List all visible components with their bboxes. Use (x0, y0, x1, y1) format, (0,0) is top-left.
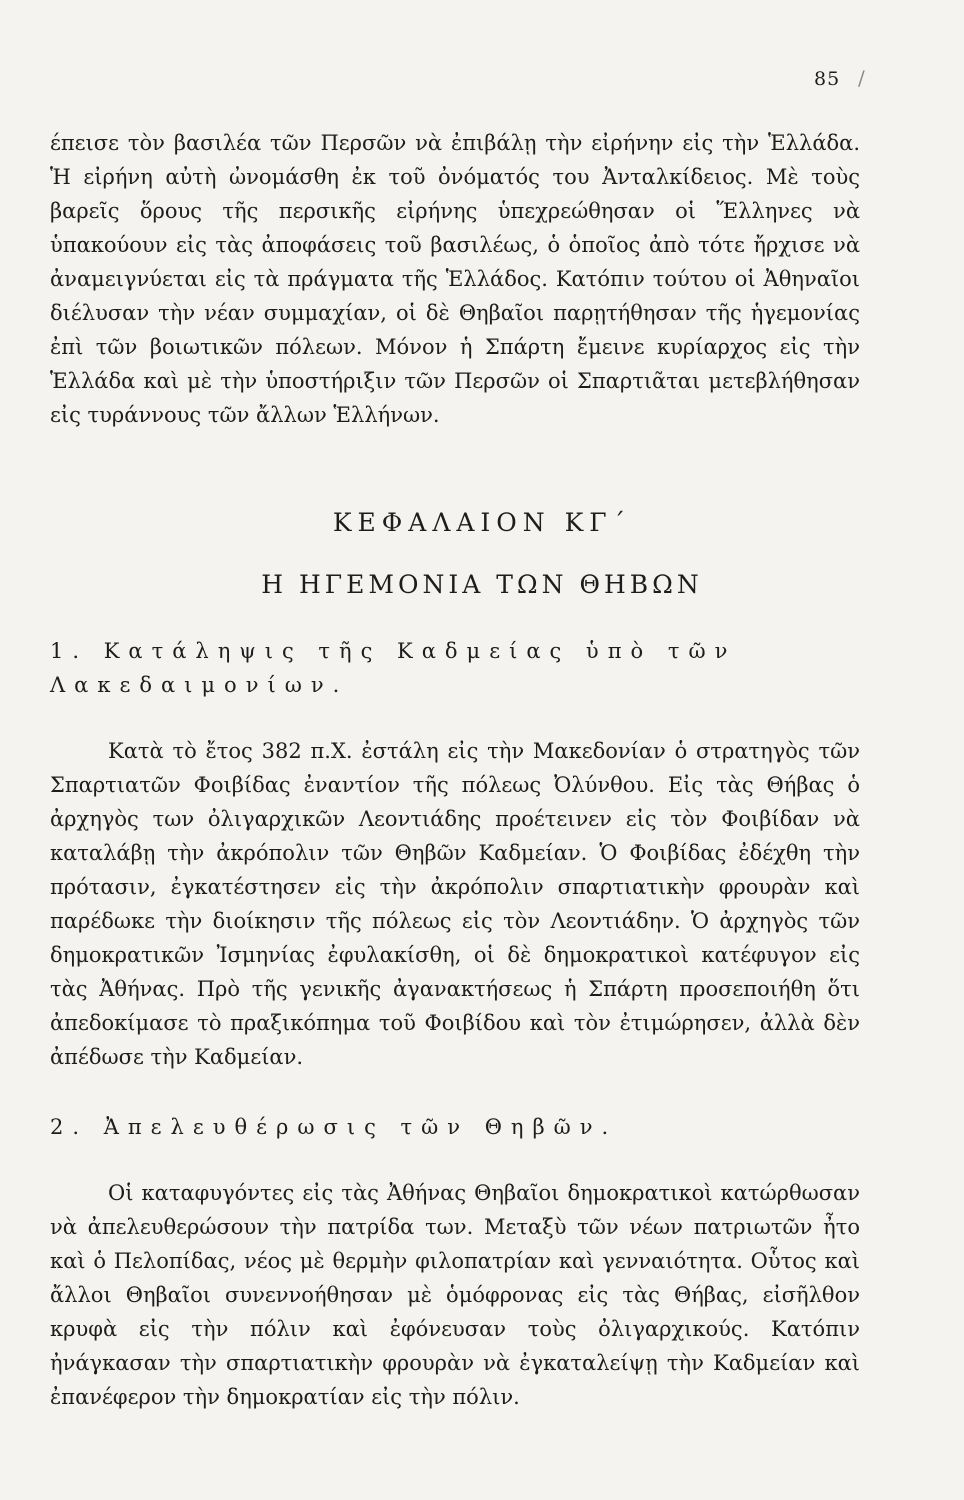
section-2-paragraph: Οἱ καταφυγόντες εἰς τὰς Ἀθήνας Θηβαῖοι δημοκρατικοὶ κατώρθωσαν νὰ ἀπελευθερώσουν τὴν πατρίδα των. Μεταξὺ τῶν νέων πατριωτῶν ἦτο καὶ ὁ Πελοπίδας, νέος μὲ θερμὴν φιλοπατρίαν καὶ γενναιότητα. Οὗτος καὶ ἄλλοι Θηβαῖοι συνεννοήθησαν μὲ ὁμόφρονας εἰς τὰς Θήβας, εἰσῆλθον κρυφὰ εἰς τὴν πόλιν καὶ ἐφόνευσαν τοὺς ὀλιγαρχικούς. Κατόπιν ἠνάγκασαν τὴν σπαρτιατικὴν φρουρὰν νὰ ἐγκαταλείψῃ τὴν Καδμείαν καὶ ἐπανέφερον τὴν δημοκρατίαν εἰς τὴν πόλιν. (50, 1181, 860, 1409)
page-number: 85 (814, 68, 841, 90)
section-1-body (50, 734, 860, 1074)
section-2-body (50, 1176, 860, 1414)
chapter-number: ΚΕΦΑΛΑΙΟΝ ΚΓ΄ (332, 508, 632, 537)
chapter-title: Η ΗΓΕΜΟΝΙΑ ΤΩΝ ΘΗΒΩΝ (261, 570, 703, 599)
section-2-heading: 2. Ἀπελευθέρωσις τῶν Θηβῶν. (50, 1115, 618, 1139)
intro-paragraph-block (50, 126, 860, 432)
margin-mark: / (858, 66, 865, 90)
section-1-heading: 1. Κατάληψις τῆς Καδμείας ὑπὸ τῶν Λακεδαιμονίων. (50, 639, 737, 697)
intro-paragraph: έπεισε τὸν βασιλέα τῶν Περσῶν νὰ ἐπιβάλῃ τὴν εἰρήνην εἰς τὴν Ἑλλάδα. Ἡ εἰρήνη αὐτὴ ὠνομάσθη ἐκ τοῦ ὀνόματός του Ἀνταλκίδειος. Μὲ τοὺς βαρεῖς ὅρους τῆς περσικῆς εἰρήνης ὑπεχρεώθησαν οἱ Ἕλληνες νὰ ὑπακούουν εἰς τὰς ἀποφάσεις τοῦ βασιλέως, ὁ ὁποῖος ἀπὸ τότε ἤρχισε νὰ ἀναμειγνύεται εἰς τὰ πράγματα τῆς Ἑλλάδος. Κατόπιν τούτου οἱ Ἀθηναῖοι διέλυσαν τὴν νέαν συμμαχίαν, οἱ δὲ Θηβαῖοι παρῃτήθησαν τῆς ἡγεμονίας ἐπὶ τῶν βοιωτικῶν πόλεων. Μόνον ἡ Σπάρτη ἔμεινε κυρίαρχος εἰς τὴν Ἑλλάδα καὶ μὲ τὴν ὑποστήριξιν τῶν Περσῶν οἱ Σπαρτιᾶται μετεβλήθησαν εἰς τυράννους τῶν ἄλλων Ἑλλήνων. (50, 131, 860, 427)
section-1-paragraph: Κατὰ τὸ ἔτος 382 π.Χ. ἐστάλη εἰς τὴν Μακεδονίαν ὁ στρατηγὸς τῶν Σπαρτιατῶν Φοιβίδας ἐναντίον τῆς πόλεως Ὀλύνθου. Εἰς τὰς Θήβας ὁ ἀρχηγὸς των ὀλιγαρχικῶν Λεοντιάδης προέτεινεν εἰς τὸν Φοιβίδαν νὰ καταλάβῃ τὴν ἀκρόπολιν τῶν Θηβῶν Καδμείαν. Ὁ Φοιβίδας ἐδέχθη τὴν πρότασιν, ἐγκατέστησεν εἰς τὴν ἀκρόπολιν σπαρτιατικὴν φρουρὰν καὶ παρέδωκε τὴν διοίκησιν τῆς πόλεως εἰς τὸν Λεοντιάδην. Ὁ ἀρχηγὸς τῶν δημοκρατικῶν Ἰσμηνίας ἐφυλακίσθη, οἱ δὲ δημοκρατικοὶ κατέφυγον εἰς τὰς Ἀθήνας. Πρὸ τῆς γενικῆς ἀγανακτήσεως ἡ Σπάρτη προσεποιήθη ὅτι ἀπεδοκίμασε τὸ πραξικόπημα τοῦ Φοιβίδου καὶ τὸν ἐτιμώρησεν, ἀλλὰ δὲν ἀπέδωσε τὴν Καδμείαν. (50, 739, 860, 1069)
